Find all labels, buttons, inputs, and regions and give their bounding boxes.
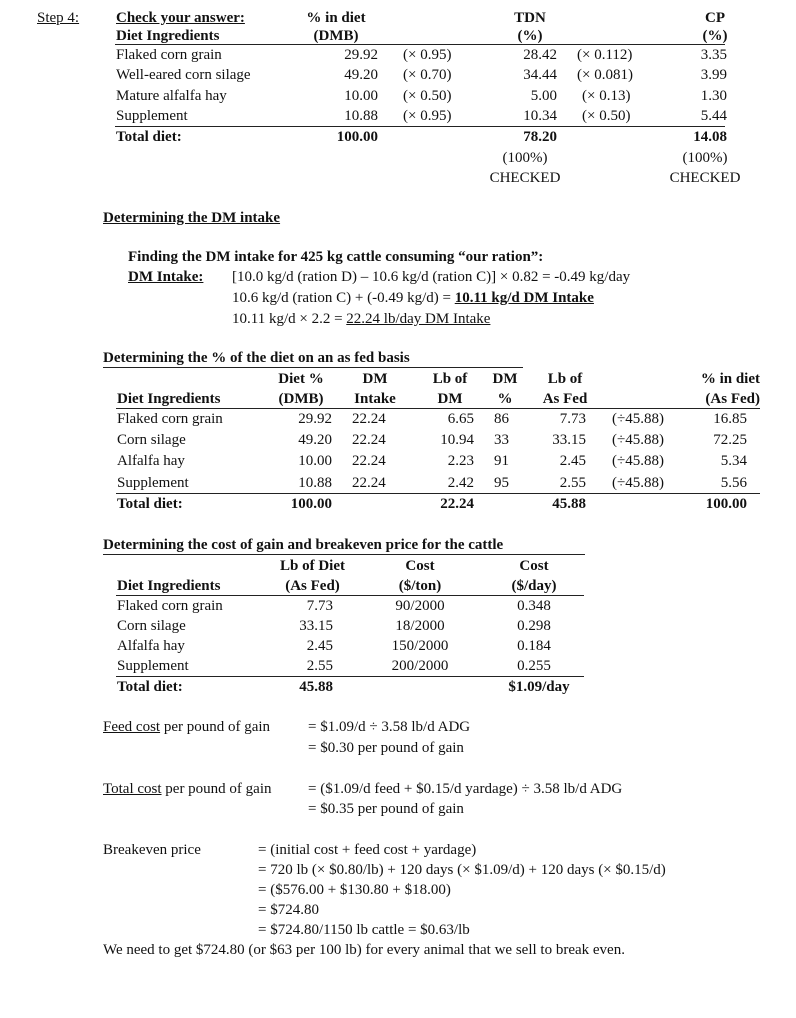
check-row-cp-mult: (× 0.112)	[577, 47, 633, 63]
asfed-header-intake: DM	[362, 371, 388, 387]
asfed-total-label: Total diet:	[117, 496, 183, 512]
check-row-cp: 3.35	[700, 47, 727, 63]
asfed-total-lbaf: 45.88	[552, 496, 586, 512]
cost-header-day: Cost	[519, 558, 549, 574]
feed-cost-label-rest: per pound of gain	[160, 719, 271, 735]
asfed-header-lbdm: Lb of	[432, 371, 468, 387]
cost-heading-rule	[103, 554, 585, 555]
dm-intake-line2-text: 10.6 kg/d (ration C) + (-0.49 kg/d) =	[232, 290, 455, 306]
check-row-name: Well-eared corn silage	[116, 67, 251, 83]
feed-cost-line2: = $0.30 per pound of gain	[308, 740, 464, 756]
cost-row-day: 0.348	[517, 598, 551, 614]
asfed-row-intake: 22.24	[352, 432, 386, 448]
cost-total-day: $1.09/day	[508, 679, 570, 695]
breakeven-line: = (initial cost + feed cost + yardage)	[258, 842, 477, 858]
check-row-tdn: 5.00	[530, 88, 557, 104]
cost-header-lb: Lb of Diet	[280, 558, 345, 574]
asfed-row-lbaf: 2.45	[559, 453, 586, 469]
check-row-dmb: 10.88	[344, 108, 378, 124]
check-row-name: Flaked corn grain	[116, 47, 222, 63]
check-row-cp: 3.99	[700, 67, 727, 83]
asfed-row-diet: 10.00	[298, 453, 332, 469]
cost-total-rule	[116, 676, 584, 677]
check-header-dm-unit: (DMB)	[313, 28, 359, 44]
cost-row-day: 0.255	[517, 658, 551, 674]
check-total-tdn: 78.20	[523, 129, 557, 145]
dm-intake-label: DM Intake:	[128, 269, 204, 285]
asfed-header-lbdm-2: DM	[437, 391, 463, 407]
asfed-header-dmpct-2: %	[497, 391, 513, 407]
total-cost-label-underlined: Total cost	[103, 781, 162, 797]
cost-row-day: 0.184	[517, 638, 551, 654]
cost-row-lb: 2.55	[306, 658, 333, 674]
total-cost-line1: = ($1.09/d feed + $0.15/d yardage) ÷ 3.58 lb/d ADG	[308, 781, 623, 797]
check-total-dmb: 100.00	[336, 129, 378, 145]
check-cp-pct: (100%)	[682, 150, 728, 166]
check-row-tdn: 34.44	[523, 67, 557, 83]
asfed-heading-rule	[103, 367, 523, 368]
cost-header-lb-2: (As Fed)	[285, 578, 340, 594]
asfed-row-intake: 22.24	[352, 453, 386, 469]
breakeven-line: = 720 lb (× $0.80/lb) + 120 days (× $1.09/d) + 120 days (× $0.15/d)	[258, 862, 666, 878]
cost-total-label: Total diet:	[117, 679, 183, 695]
check-total-rule	[115, 126, 725, 127]
check-total-label: Total diet:	[116, 129, 182, 145]
cost-row-ton: 200/2000	[391, 658, 449, 674]
asfed-row-lbdm: 2.42	[447, 475, 474, 491]
check-header-ingredients: Diet Ingredients	[116, 28, 220, 44]
cost-header-day-2: ($/day)	[511, 578, 557, 594]
asfed-row-name: Flaked corn grain	[117, 411, 223, 427]
check-header-tdn: TDN	[514, 10, 546, 26]
cost-row-name: Corn silage	[117, 618, 186, 634]
asfed-row-intake: 22.24	[352, 411, 386, 427]
cost-row-name: Flaked corn grain	[117, 598, 223, 614]
cost-row-lb: 7.73	[306, 598, 333, 614]
cost-row-lb: 33.15	[299, 618, 333, 634]
check-row-tdn-mult: (× 0.95)	[403, 108, 452, 124]
cost-total-lb: 45.88	[299, 679, 333, 695]
asfed-row-name: Corn silage	[117, 432, 186, 448]
cost-row-ton: 18/2000	[395, 618, 445, 634]
cost-header-ton-2: ($/ton)	[398, 578, 442, 594]
check-row-tdn-mult: (× 0.70)	[403, 67, 452, 83]
asfed-row-dm: 86	[494, 411, 509, 427]
asfed-header-intake-2: Intake	[354, 391, 396, 407]
asfed-row-dm: 33	[494, 432, 509, 448]
dm-intake-line2	[232, 289, 594, 307]
asfed-row-diet: 10.88	[298, 475, 332, 491]
dm-intake-heading: Determining the DM intake	[103, 210, 281, 226]
check-row-dmb: 29.92	[344, 47, 378, 63]
dm-intake-line3	[232, 310, 490, 328]
asfed-row-lbdm: 10.94	[440, 432, 474, 448]
cost-row-day: 0.298	[517, 618, 551, 634]
check-title: Check your answer:	[116, 10, 245, 26]
asfed-header-lbaf-2: As Fed	[542, 391, 588, 407]
check-total-cp: 14.08	[693, 129, 727, 145]
check-row-cp-mult: (× 0.081)	[577, 67, 633, 83]
asfed-total-diet: 100.00	[290, 496, 332, 512]
cost-row-name: Supplement	[117, 658, 189, 674]
check-cp-status: CHECKED	[669, 170, 741, 186]
dm-intake-finding: Finding the DM intake for 425 kg cattle consuming “our ration”:	[128, 249, 544, 265]
asfed-row-dm: 95	[494, 475, 509, 491]
asfed-row-pct: 5.56	[720, 475, 747, 491]
asfed-row-lbaf: 2.55	[559, 475, 586, 491]
cost-row-lb: 2.45	[306, 638, 333, 654]
asfed-heading: Determining the % of the diet on an as fed basis	[103, 350, 410, 366]
asfed-header-ingredients: Diet Ingredients	[117, 391, 221, 407]
check-header-rule	[115, 44, 725, 45]
check-row-tdn-mult: (× 0.95)	[403, 47, 452, 63]
dm-intake-line3-result: 22.24 lb/day DM Intake	[346, 311, 491, 327]
breakeven-line: = $724.80/1150 lb cattle = $0.63/lb	[258, 922, 470, 938]
asfed-row-diet: 29.92	[298, 411, 332, 427]
asfed-header-pct-2: (As Fed)	[705, 391, 760, 407]
asfed-row-lbdm: 6.65	[447, 411, 474, 427]
asfed-row-div: (÷45.88)	[612, 453, 664, 469]
check-header-dm: % in diet	[306, 10, 366, 26]
dm-intake-line2-result: 10.11 kg/d DM Intake	[454, 290, 594, 306]
asfed-row-diet: 49.20	[298, 432, 332, 448]
total-cost-line2: = $0.35 per pound of gain	[308, 801, 464, 817]
check-row-cp-mult: (× 0.50)	[582, 108, 631, 124]
check-header-tdn-unit: (%)	[517, 28, 543, 44]
cost-header-rule	[116, 595, 584, 596]
check-row-tdn: 28.42	[523, 47, 557, 63]
check-row-dmb: 49.20	[344, 67, 378, 83]
cost-header-ton: Cost	[405, 558, 435, 574]
asfed-row-div: (÷45.88)	[612, 475, 664, 491]
check-row-dmb: 10.00	[344, 88, 378, 104]
asfed-row-dm: 91	[494, 453, 509, 469]
feed-cost-label-underlined: Feed cost	[103, 719, 161, 735]
asfed-row-lbaf: 33.15	[552, 432, 586, 448]
check-row-cp: 1.30	[700, 88, 727, 104]
asfed-row-pct: 16.85	[713, 411, 747, 427]
total-cost-label	[103, 780, 272, 798]
cost-row-name: Alfalfa hay	[117, 638, 185, 654]
asfed-row-lbdm: 2.23	[447, 453, 474, 469]
feed-cost-line1: = $1.09/d ÷ 3.58 lb/d ADG	[308, 719, 471, 735]
feed-cost-label	[103, 718, 270, 736]
breakeven-line: = ($576.00 + $130.80 + $18.00)	[258, 882, 451, 898]
asfed-header-rule	[116, 408, 760, 409]
check-row-name: Mature alfalfa hay	[116, 88, 227, 104]
asfed-header-lbaf: Lb of	[547, 371, 583, 387]
check-header-cp-unit: (%)	[702, 28, 728, 44]
breakeven-line: = $724.80	[258, 902, 319, 918]
total-cost-label-rest: per pound of gain	[161, 781, 272, 797]
check-tdn-status: CHECKED	[489, 170, 561, 186]
asfed-header-diet: Diet %	[278, 371, 324, 387]
check-row-tdn-mult: (× 0.50)	[403, 88, 452, 104]
asfed-total-rule	[116, 493, 760, 494]
asfed-row-intake: 22.24	[352, 475, 386, 491]
cost-header-ingredients: Diet Ingredients	[117, 578, 221, 594]
asfed-row-div: (÷45.88)	[612, 432, 664, 448]
check-row-name: Supplement	[116, 108, 188, 124]
asfed-total-lbdm: 22.24	[440, 496, 474, 512]
asfed-row-div: (÷45.88)	[612, 411, 664, 427]
asfed-header-pct: % in diet	[700, 371, 760, 387]
check-tdn-pct: (100%)	[502, 150, 548, 166]
asfed-row-lbaf: 7.73	[559, 411, 586, 427]
asfed-header-diet-unit: (DMB)	[278, 391, 324, 407]
dm-intake-line3-text: 10.11 kg/d × 2.2 =	[232, 311, 347, 327]
breakeven-label: Breakeven price	[103, 842, 201, 858]
dm-intake-line1: [10.0 kg/d (ration D) – 10.6 kg/d (ration C)] × 0.82 = -0.49 kg/day	[232, 269, 631, 285]
cost-row-ton: 90/2000	[395, 598, 445, 614]
check-row-tdn: 10.34	[523, 108, 557, 124]
asfed-row-pct: 5.34	[720, 453, 747, 469]
check-header-cp: CP	[705, 10, 725, 26]
asfed-row-pct: 72.25	[713, 432, 747, 448]
breakeven-conclusion: We need to get $724.80 (or $63 per 100 lb) for every animal that we sell to break even.	[103, 942, 625, 958]
check-row-cp-mult: (× 0.13)	[582, 88, 631, 104]
asfed-row-name: Supplement	[117, 475, 189, 491]
cost-heading: Determining the cost of gain and breakeven price for the cattle	[103, 537, 504, 553]
step-label: Step 4:	[37, 10, 80, 26]
asfed-header-dmpct: DM	[492, 371, 518, 387]
asfed-row-name: Alfalfa hay	[117, 453, 185, 469]
cost-row-ton: 150/2000	[391, 638, 449, 654]
check-row-cp: 5.44	[700, 108, 727, 124]
asfed-total-pct: 100.00	[705, 496, 747, 512]
